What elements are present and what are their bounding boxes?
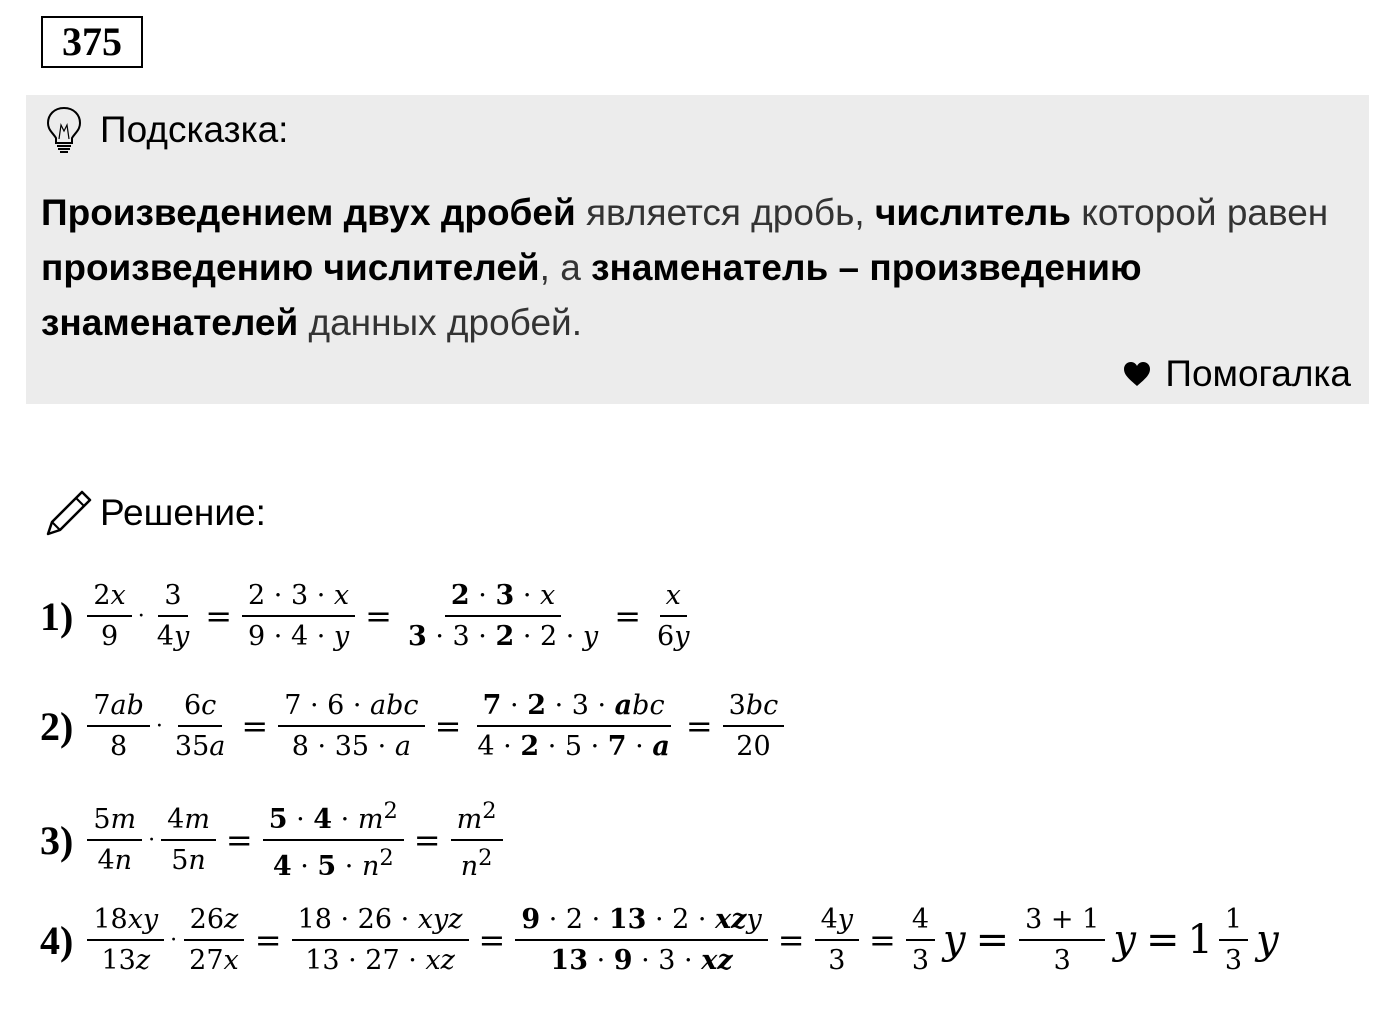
fraction: $\frac{\text{7 · 6 · abc}}{8 \cdot 35 \cdot a}$: [278, 690, 424, 762]
hint-segment: произведению числителей: [41, 247, 540, 288]
fraction: $\frac{4}{3}$: [906, 904, 935, 976]
solution-header: [44, 486, 266, 540]
equation-label: 4): [40, 917, 74, 963]
hint-segment: знаменатель – произведению знаменателей: [41, 247, 1142, 343]
fraction: $\frac{5 \cdot 4 \cdot m^2}{4 \cdot 5 \cdot n^2}$: [263, 798, 404, 882]
fraction: $\frac{\text{9 · 2 · 13 · 2 · xzy}}{13 \cdot 9 \cdot 3 \cdot xz}$: [515, 904, 767, 976]
equation-label: 3): [40, 817, 74, 863]
fraction: $\frac{2x}{9}$: [87, 580, 131, 652]
credit: [1123, 353, 1351, 395]
task-number: 375: [41, 16, 143, 68]
equation-4: 4) $\frac{18xy}{13z}$ · $\frac{26z}{27x}$ = $\frac{\text{18 · 26 · xyz}}{13 \cdot 27 \cdot xz}$ = $\frac{\text{9 · 2 · 13 · 2 · xzy}}{13 \cdot 9 \cdot 3 \cdot xz}$ = $\frac{4y}{3}$ = $\frac{4}{3}$ y = $\frac{3 + 1}{3}$ y = 1 $\frac{1}{3}$ y: [40, 904, 1279, 976]
hint-text: [41, 185, 1331, 350]
hint-segment: данных дробей.: [298, 302, 582, 343]
heart-icon: [1123, 361, 1151, 387]
equation-1: 1) $\frac{2x}{9}$ · $\frac{3}{4y}$ = $\frac{2 \cdot 3 \cdot x}{9 \cdot 4 \cdot y}$ = $\frac{2 \cdot 3 \cdot x}{3 \cdot 3 \cdot 2 \cdot 2 \cdot y}$ = $\frac{x}{6y}$: [40, 580, 699, 652]
hint-header: [44, 105, 288, 155]
solution-title: Решение:: [100, 492, 266, 533]
equation-label: 2): [40, 703, 74, 749]
fraction: $\frac{18xy}{13z}$: [87, 904, 164, 976]
fraction: $\frac{7ab}{8}$: [87, 690, 150, 762]
fraction: $\frac{x}{6y}$: [657, 580, 690, 652]
pencil-icon: [44, 488, 94, 538]
hint-segment: которой равен: [1070, 192, 1329, 233]
fraction: $\frac{3}{4y}$: [156, 580, 190, 652]
fraction: $\frac{2 \cdot 3 \cdot x}{9 \cdot 4 \cdot y}$: [242, 580, 355, 652]
fraction: $\frac{\text{7 · 2 · 3 · abc}}{4 \cdot 2 \cdot 5 \cdot 7 \cdot a}$: [477, 690, 670, 762]
hint-segment: является дробь,: [575, 192, 875, 233]
hint-segment: Произведением двух дробей: [41, 192, 576, 233]
fraction: $\frac{2 \cdot 3 \cdot x}{3 \cdot 3 \cdot 2 \cdot 2 \cdot y}$: [407, 580, 599, 652]
equation-3: 3) $\frac{5m}{4n}$ · $\frac{4m}{5n}$ = $\frac{5 \cdot 4 \cdot m^2}{4 \cdot 5 \cdot n^2}$ = $\frac{m^2}{n^2}$: [40, 798, 507, 882]
fraction: $\frac{3bc}{20}$: [723, 690, 785, 762]
hint-segment: , а: [539, 247, 592, 288]
fraction: $\frac{m^2}{n^2}$: [451, 798, 503, 882]
equation-label: 1): [40, 593, 74, 639]
fraction: $\frac{6c}{35a}$: [174, 690, 226, 762]
equation-2: 2) $\frac{7ab}{8}$ · $\frac{6c}{35a}$ = $\frac{\text{7 · 6 · abc}}{8 \cdot 35 \cdot a}$ = $\frac{\text{7 · 2 · 3 · abc}}{4 \cdot 2 \cdot 5 \cdot 7 \cdot a}$ = $\frac{3bc}{20}$: [40, 690, 788, 762]
lightbulb-icon: [44, 105, 84, 155]
fraction: $\frac{\text{18 · 26 · xyz}}{13 \cdot 27 \cdot xz}$: [292, 904, 469, 976]
fraction: $\frac{26z}{27x}$: [183, 904, 245, 976]
hint-segment: числитель: [874, 192, 1071, 233]
fraction: $\frac{5m}{4n}$: [87, 804, 142, 876]
fraction: $\frac{4m}{5n}$: [161, 804, 216, 876]
credit-text: Помогалка: [1165, 353, 1351, 394]
fraction: $\frac{1}{3}$: [1219, 904, 1248, 976]
fraction: $\frac{4y}{3}$: [815, 904, 859, 976]
fraction: $\frac{3 + 1}{3}$: [1019, 904, 1105, 976]
hint-box: [26, 95, 1369, 404]
hint-title: Подсказка:: [100, 109, 289, 150]
